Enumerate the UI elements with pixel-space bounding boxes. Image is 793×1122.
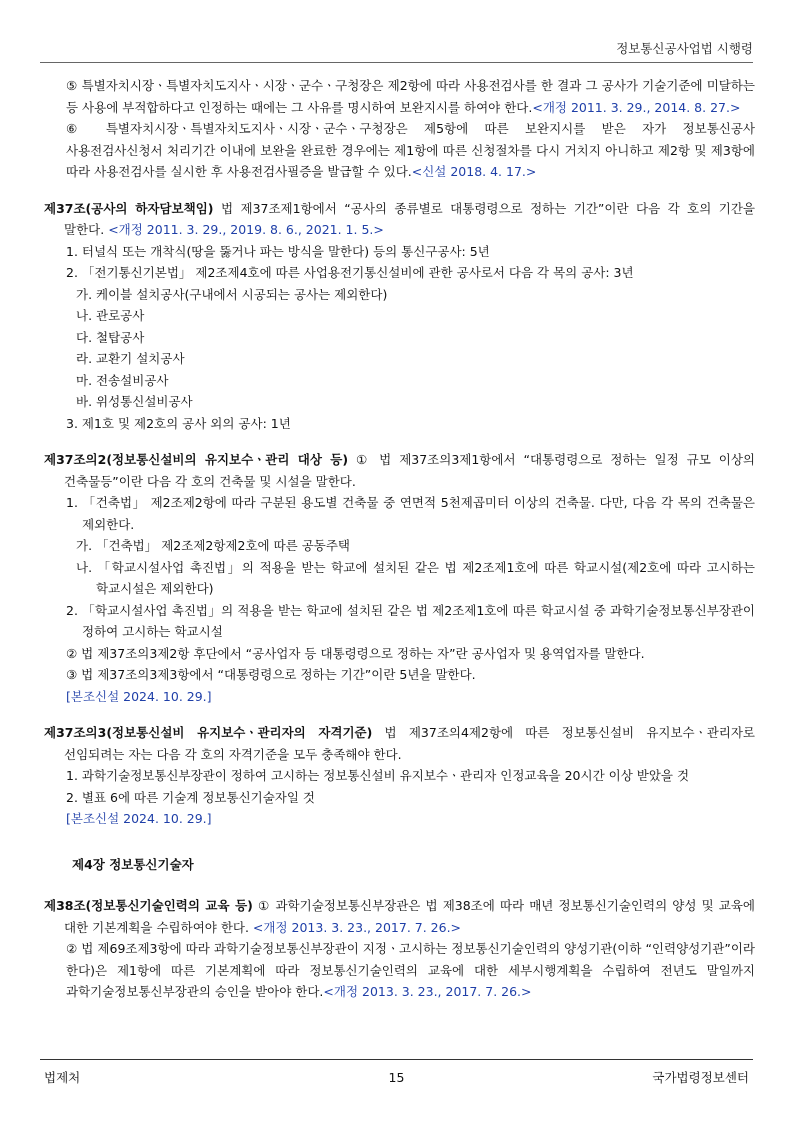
article-title: 제38조(정보통신기술인력의 교육 등) bbox=[44, 898, 253, 913]
article-title: 제37조의3(정보통신설비 유지보수ㆍ관리자의 자격기준) bbox=[44, 725, 373, 740]
document-body bbox=[44, 75, 755, 1003]
sub-item: 라. 교환기 설치공사 bbox=[76, 351, 185, 366]
page-number: 15 bbox=[388, 1070, 405, 1085]
sub-item: 나. 관로공사 bbox=[76, 308, 145, 323]
list-item: 2. 「학교시설사업 촉진법」의 적용을 받는 학교에 설치된 같은 법 제2조제1호에 따른 학교시설 중 과학기술정보통신부장관이 정하여 고시하는 학교시설 bbox=[66, 602, 755, 639]
article-37: 제37조(공사의 하자담보책임) 법 제37조제1항에서 “공사의 종류별로 대통령령으로 정하는 기간”이란 다음 각 호의 기간을 말한다. <개정 2011. 3. 29., 2019. 8. 6., 2021. 1. 5.> bbox=[44, 200, 756, 237]
sub-item: 마. 전송설비공사 bbox=[76, 372, 169, 388]
clause-3: ③ 법 제37조의3제3항에서 “대통령령으로 정하는 기간”이란 5년을 말한다. bbox=[66, 667, 476, 682]
header-divider bbox=[40, 62, 753, 63]
list-item: 1. 터널식 또는 개착식(땅을 뚫거나 파는 방식을 말한다) 등의 통신구공사: 5년 bbox=[66, 243, 490, 259]
sub-item: 가. 「건축법」 제2조제2항제2호에 따른 공동주택 bbox=[76, 538, 351, 553]
chapter-heading: 제4장 정보통신기술자 bbox=[72, 856, 194, 872]
amendment-note: <개정 2013. 3. 23., 2017. 7. 26.> bbox=[252, 919, 462, 935]
sub-item: 나. 「학교시설사업 촉진법」의 적용을 받는 학교에 설치된 같은 법 제2조제1호에 따른 학교시설(제2호에 따라 고시하는 학교시설은 제외한다) bbox=[76, 559, 755, 596]
list-item: 3. 제1호 및 제2호의 공사 외의 공사: 1년 bbox=[66, 415, 291, 431]
sub-item: 가. 케이블 설치공사(구내에서 시공되는 공사는 제외한다) bbox=[76, 286, 388, 302]
header-title: 정보통신공사업법 시행령 bbox=[616, 41, 753, 56]
amendment-note: <개정 2011. 3. 29., 2019. 8. 6., 2021. 1. 5.> bbox=[108, 222, 384, 237]
footer-source: 법제처 bbox=[44, 1070, 81, 1085]
footer-publisher: 국가법령정보센터 bbox=[652, 1070, 749, 1085]
list-item: 1. 「건축법」 제2조제2항에 따라 구분된 용도별 건축물 중 연면적 5천제곱미터 이상의 건축물. 다만, 다음 각 목의 건축물은 제외한다. bbox=[66, 495, 755, 532]
article-37-3: 제37조의3(정보통신설비 유지보수ㆍ관리자의 자격기준) 법 제37조의4제2항에 따른 정보통신설비 유지보수ㆍ관리자로 선임되려는 자는 다음 각 호의 자격기준을 모두 충족해야 한다. bbox=[44, 725, 755, 762]
list-item: 2. 별표 6에 따른 기술계 정보통신기술자일 것 bbox=[66, 789, 315, 805]
enactment-note: [본조신설 2024. 10. 29.] bbox=[66, 811, 212, 826]
amendment-note: <개정 2011. 3. 29., 2014. 8. 27.> bbox=[532, 99, 741, 115]
paragraph-5: ⑤ 특별자치시장ㆍ특별자치도지사ㆍ시장ㆍ군수ㆍ구청장은 제2항에 따라 사용전검사를 한 결과 그 공사가 기술기준에 미달하는 등 사용에 부적합하다고 인정하는 때에는 그 사유를 명시하여 보완지시를 하여야 한다.<개정 2011. 3. 29., 2014. 8. 27.> bbox=[66, 78, 755, 115]
list-item: 1. 과학기술정보통신부장관이 정하여 고시하는 정보통신설비 유지보수ㆍ관리자 인정교육을 20시간 이상 받았을 것 bbox=[66, 768, 690, 783]
amendment-note: <신설 2018. 4. 17.> bbox=[411, 164, 537, 179]
amendment-note: <개정 2013. 3. 23., 2017. 7. 26.> bbox=[323, 984, 532, 999]
enactment-note: [본조신설 2024. 10. 29.] bbox=[66, 688, 212, 704]
article-38: 제38조(정보통신기술인력의 교육 등) ① 과학기술정보통신부장관은 법 제38조에 따라 매년 정보통신기술인력의 양성 및 교육에 대한 기본계획을 수립하여야 한다. <개정 2013. 3. 23., 2017. 7. 26.> bbox=[44, 898, 755, 935]
article-title: 제37조의2(정보통신설비의 유지보수ㆍ관리 대상 등) bbox=[44, 452, 349, 467]
article-title: 제37조(공사의 하자담보책임) bbox=[44, 200, 214, 216]
clause-2: ② 법 제69조제3항에 따라 과학기술정보통신부장관이 지정ㆍ고시하는 정보통신기술인력의 양성기관(이하 “인력양성기관”이라 한다)은 제1항에 따른 기본계획에 따라 정보통신기술인력의 교육에 대한 세부시행계획을 수립하여 전년도 말일까지 과학기술정보통신부장관의 승인을 받아야 한다.<개정 2013. 3. 23., 2017. 7. 26.> bbox=[66, 941, 755, 999]
clause-2: ② 법 제37조의3제2항 후단에서 “공사업자 등 대통령령으로 정하는 자”란 공사업자 및 용역업자를 말한다. bbox=[66, 645, 645, 661]
list-item: 2. 「전기통신기본법」 제2조제4호에 따른 사업용전기통신설비에 관한 공사로서 다음 각 목의 공사: 3년 bbox=[66, 265, 634, 280]
article-37-2: 제37조의2(정보통신설비의 유지보수ㆍ관리 대상 등) ① 법 제37조의3제1항에서 “대통령령으로 정하는 일정 규모 이상의 건축물등”이란 다음 각 호의 건축물 및 시설을 말한다. bbox=[44, 452, 755, 489]
paragraph-6: ⑥ 특별자치시장ㆍ특별자치도지사ㆍ시장ㆍ군수ㆍ구청장은 제5항에 따른 보완지시를 받은 자가 정보통신공사 사용전검사신청서 처리기간 이내에 보완을 완료한 경우에는 제1항에 따른 신청절차를 다시 거치지 아니하고 제2항 및 제3항에 따라 사용전검사를 실시한 후 사용전검사필증을 발급할 수 있다.<신설 2018. 4. 17.> bbox=[66, 121, 755, 179]
sub-item: 다. 철탑공사 bbox=[76, 329, 145, 345]
sub-item: 바. 위성통신설비공사 bbox=[76, 394, 193, 409]
footer-divider bbox=[40, 1059, 753, 1060]
